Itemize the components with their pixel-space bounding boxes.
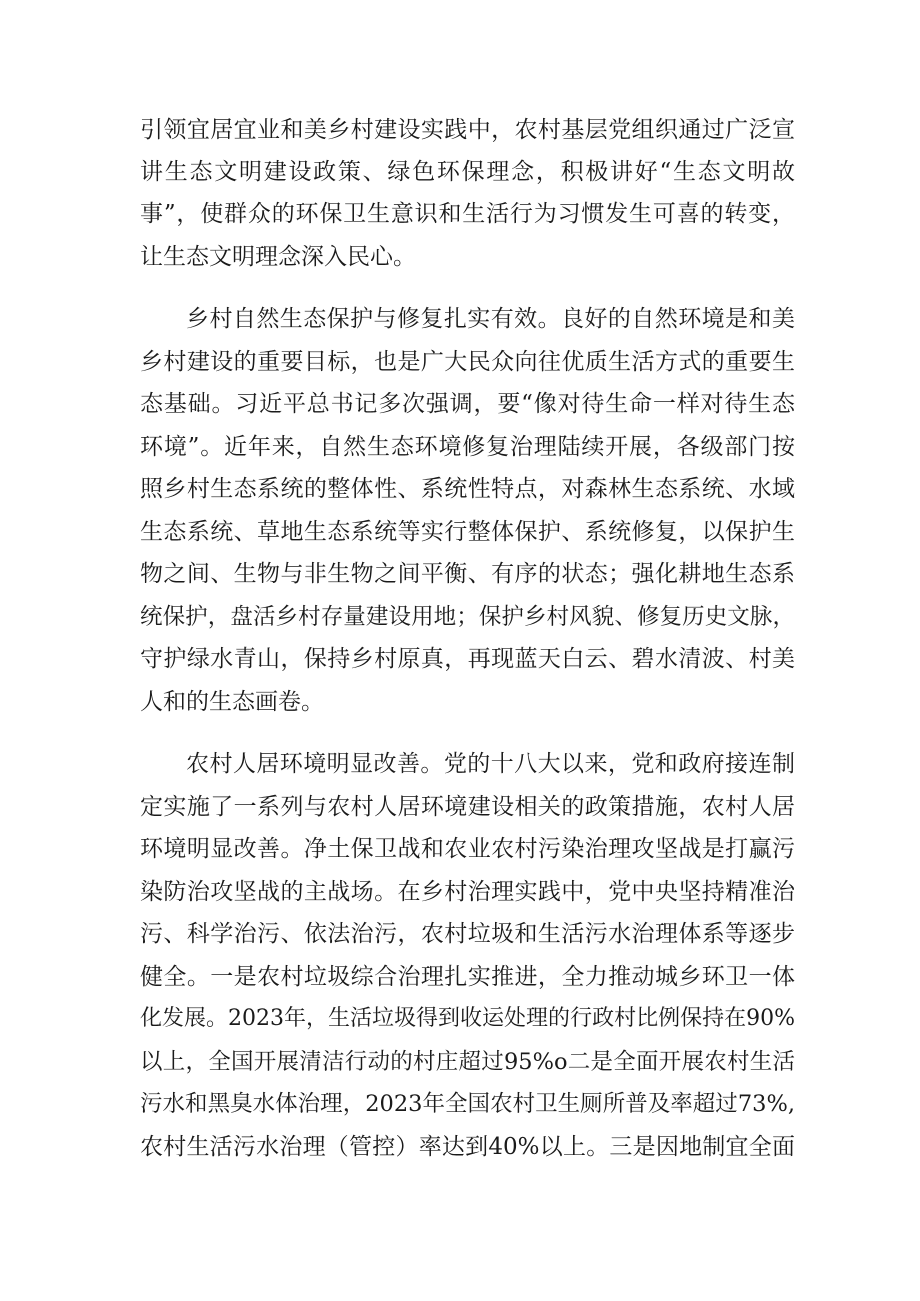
paragraph-2-line-2: 乡村建设的重要目标，也是广大民众向往优质生活方式的重要生 <box>140 349 795 375</box>
paragraph-3-line-9: 污水和黑臭水体治理，2023年全国农村卫生厕所普及率超过73%, <box>140 1091 795 1117</box>
paragraph-2-line-8: 统保护，盘活乡村存量建设用地；保护乡村风貌、修复历史文脉， <box>140 604 795 630</box>
paragraph-2-line-7: 物之间、生物与非生物之间平衡、有序的状态；强化耕地生态系 <box>140 561 795 587</box>
paragraph-3-line-3: 环境明显改善。净土保卫战和农业农村污染治理攻坚战是打赢污 <box>140 836 795 862</box>
paragraph-2-line-1: 乡村自然生态保护与修复扎实有效。良好的自然环境是和美 <box>186 306 795 332</box>
paragraph-2-line-3: 态基础。习近平总书记多次强调，要“像对待生命一样对待生态 <box>140 391 795 417</box>
paragraph-2-line-4: 环境”。近年来，自然生态环境修复治理陆续开展，各级部门按 <box>140 434 795 460</box>
paragraph-1-line-2: 讲生态文明建设政策、绿色环保理念，积极讲好“生态文明故 <box>140 159 795 185</box>
paragraph-1-line-3: 事”，使群众的环保卫生意识和生活行为习惯发生可喜的转变， <box>140 201 795 227</box>
paragraph-2-line-10: 人和的生态画卷。 <box>140 689 324 715</box>
paragraph-2-line-5: 照乡村生态系统的整体性、系统性特点，对森林生态系统、水域 <box>140 476 795 502</box>
paragraph-3-line-5: 污、科学治污、依法治污，农村垃圾和生活污水治理体系等逐步 <box>140 921 795 947</box>
paragraph-1-line-4: 让生态文明理念深入民心。 <box>140 244 416 270</box>
paragraph-3-line-1: 农村人居环境明显改善。党的十八大以来，党和政府接连制 <box>186 751 795 777</box>
paragraph-3-line-10: 农村生活污水治理（管控）率达到40%以上。三是因地制宜全面 <box>140 1134 795 1160</box>
paragraph-2-line-6: 生态系统、草地生态系统等实行整体保护、系统修复，以保护生 <box>140 519 795 545</box>
paragraph-3-line-8: 以上，全国开展清洁行动的村庄超过95%o二是全面开展农村生活 <box>140 1049 795 1075</box>
paragraph-2-line-9: 守护绿水青山，保持乡村原真，再现蓝天白云、碧水清波、村美 <box>140 646 795 672</box>
paragraph-3-line-7: 化发展。2023年，生活垃圾得到收运处理的行政村比例保持在90% <box>140 1006 795 1031</box>
paragraph-3-line-4: 染防治攻坚战的主战场。在乡村治理实践中，党中央坚持精准治 <box>140 879 795 905</box>
paragraph-3-line-2: 定实施了一系列与农村人居环境建设相关的政策措施，农村人居 <box>140 794 795 820</box>
paragraph-1-line-1: 引领宜居宜业和美乡村建设实践中，农村基层党组织通过广泛宣 <box>140 117 795 143</box>
paragraph-3-line-6: 健全。一是农村垃圾综合治理扎实推进，全力推动城乡环卫一体 <box>140 964 795 990</box>
